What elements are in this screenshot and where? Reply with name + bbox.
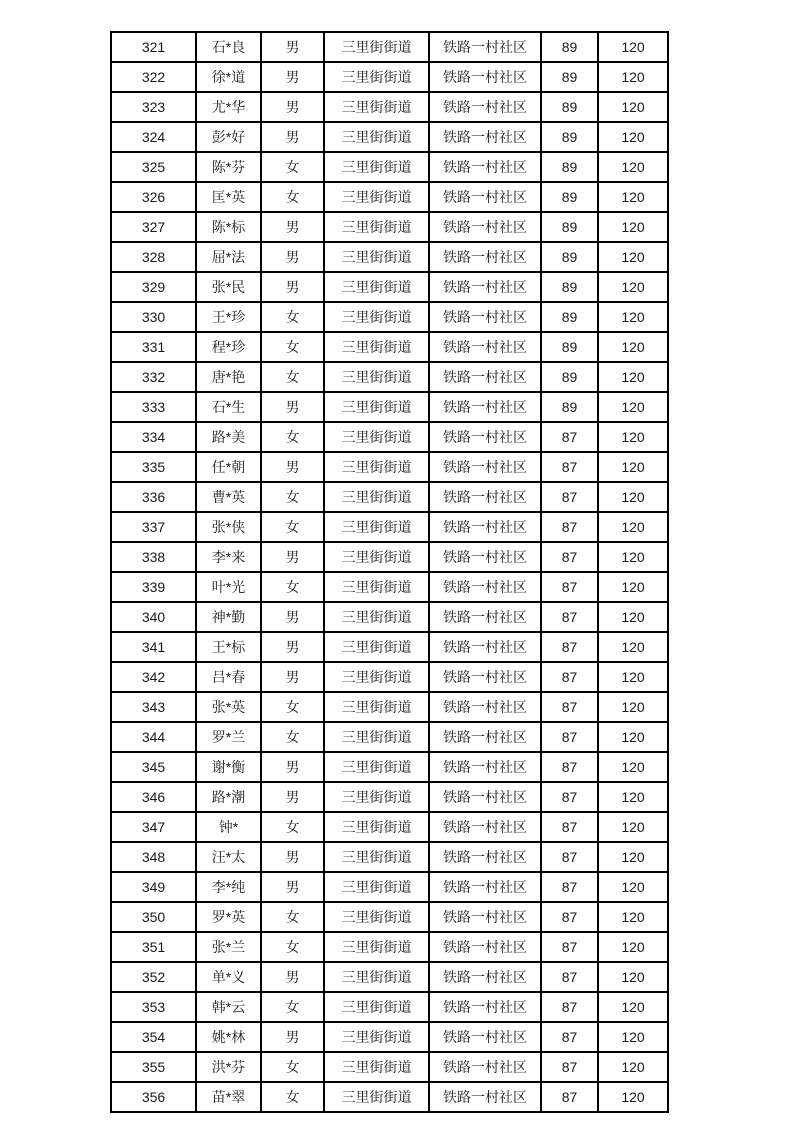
cell-community: 铁路一村社区	[429, 662, 541, 692]
cell-street: 三里街街道	[324, 542, 429, 572]
cell-score: 89	[541, 332, 598, 362]
cell-name: 叶*光	[196, 572, 261, 602]
cell-community: 铁路一村社区	[429, 182, 541, 212]
cell-index: 322	[111, 62, 196, 92]
cell-gender: 女	[261, 302, 324, 332]
cell-name: 张*英	[196, 692, 261, 722]
cell-street: 三里街街道	[324, 32, 429, 62]
cell-name: 曹*英	[196, 482, 261, 512]
cell-community: 铁路一村社区	[429, 272, 541, 302]
cell-total: 120	[598, 722, 668, 752]
cell-total: 120	[598, 92, 668, 122]
cell-gender: 男	[261, 92, 324, 122]
cell-street: 三里街街道	[324, 392, 429, 422]
table-row	[111, 662, 668, 692]
cell-index: 351	[111, 932, 196, 962]
cell-index: 330	[111, 302, 196, 332]
cell-community: 铁路一村社区	[429, 212, 541, 242]
cell-street: 三里街街道	[324, 902, 429, 932]
cell-name: 苗*翠	[196, 1082, 261, 1112]
cell-index: 327	[111, 212, 196, 242]
cell-community: 铁路一村社区	[429, 242, 541, 272]
cell-gender: 女	[261, 422, 324, 452]
cell-gender: 男	[261, 752, 324, 782]
cell-total: 120	[598, 992, 668, 1022]
table-row	[111, 1052, 668, 1082]
cell-name: 石*生	[196, 392, 261, 422]
cell-street: 三里街街道	[324, 752, 429, 782]
cell-community: 铁路一村社区	[429, 542, 541, 572]
table-row	[111, 32, 668, 62]
table-row	[111, 692, 668, 722]
cell-community: 铁路一村社区	[429, 512, 541, 542]
cell-street: 三里街街道	[324, 452, 429, 482]
cell-total: 120	[598, 62, 668, 92]
cell-name: 匡*英	[196, 182, 261, 212]
cell-total: 120	[598, 362, 668, 392]
cell-total: 120	[598, 812, 668, 842]
cell-gender: 女	[261, 332, 324, 362]
cell-gender: 男	[261, 632, 324, 662]
cell-community: 铁路一村社区	[429, 812, 541, 842]
cell-name: 张*兰	[196, 932, 261, 962]
cell-community: 铁路一村社区	[429, 392, 541, 422]
table-row	[111, 872, 668, 902]
roster-table-body	[111, 32, 668, 1112]
cell-gender: 男	[261, 32, 324, 62]
cell-community: 铁路一村社区	[429, 722, 541, 752]
cell-name: 吕*春	[196, 662, 261, 692]
cell-name: 单*义	[196, 962, 261, 992]
cell-community: 铁路一村社区	[429, 602, 541, 632]
table-row	[111, 812, 668, 842]
cell-name: 李*纯	[196, 872, 261, 902]
cell-total: 120	[598, 662, 668, 692]
cell-street: 三里街街道	[324, 572, 429, 602]
cell-street: 三里街街道	[324, 512, 429, 542]
cell-total: 120	[598, 182, 668, 212]
cell-street: 三里街街道	[324, 812, 429, 842]
cell-name: 汪*太	[196, 842, 261, 872]
table-row	[111, 902, 668, 932]
cell-score: 87	[541, 812, 598, 842]
cell-community: 铁路一村社区	[429, 782, 541, 812]
cell-score: 87	[541, 722, 598, 752]
cell-total: 120	[598, 242, 668, 272]
cell-gender: 男	[261, 452, 324, 482]
cell-gender: 女	[261, 572, 324, 602]
cell-index: 334	[111, 422, 196, 452]
cell-community: 铁路一村社区	[429, 62, 541, 92]
cell-street: 三里街街道	[324, 182, 429, 212]
cell-index: 345	[111, 752, 196, 782]
table-row	[111, 452, 668, 482]
cell-street: 三里街街道	[324, 242, 429, 272]
cell-community: 铁路一村社区	[429, 692, 541, 722]
cell-total: 120	[598, 1052, 668, 1082]
table-row	[111, 1082, 668, 1112]
cell-total: 120	[598, 422, 668, 452]
cell-street: 三里街街道	[324, 1022, 429, 1052]
cell-community: 铁路一村社区	[429, 632, 541, 662]
cell-score: 87	[541, 422, 598, 452]
cell-street: 三里街街道	[324, 212, 429, 242]
cell-score: 87	[541, 842, 598, 872]
table-row	[111, 212, 668, 242]
cell-total: 120	[598, 302, 668, 332]
cell-total: 120	[598, 452, 668, 482]
table-row	[111, 512, 668, 542]
cell-name: 张*侠	[196, 512, 261, 542]
cell-gender: 女	[261, 512, 324, 542]
cell-gender: 女	[261, 362, 324, 392]
cell-name: 屈*法	[196, 242, 261, 272]
cell-score: 87	[541, 602, 598, 632]
cell-community: 铁路一村社区	[429, 122, 541, 152]
cell-community: 铁路一村社区	[429, 482, 541, 512]
cell-gender: 女	[261, 152, 324, 182]
cell-name: 程*珍	[196, 332, 261, 362]
cell-street: 三里街街道	[324, 272, 429, 302]
table-row	[111, 752, 668, 782]
cell-total: 120	[598, 902, 668, 932]
table-row	[111, 392, 668, 422]
cell-street: 三里街街道	[324, 662, 429, 692]
cell-community: 铁路一村社区	[429, 152, 541, 182]
cell-gender: 男	[261, 872, 324, 902]
cell-community: 铁路一村社区	[429, 332, 541, 362]
cell-gender: 男	[261, 212, 324, 242]
cell-gender: 男	[261, 62, 324, 92]
cell-score: 87	[541, 692, 598, 722]
cell-name: 尤*华	[196, 92, 261, 122]
cell-total: 120	[598, 752, 668, 782]
cell-index: 329	[111, 272, 196, 302]
cell-index: 337	[111, 512, 196, 542]
cell-score: 87	[541, 512, 598, 542]
cell-index: 346	[111, 782, 196, 812]
cell-index: 353	[111, 992, 196, 1022]
cell-score: 89	[541, 62, 598, 92]
cell-name: 谢*衡	[196, 752, 261, 782]
cell-score: 87	[541, 752, 598, 782]
table-row	[111, 542, 668, 572]
cell-index: 335	[111, 452, 196, 482]
cell-name: 王*标	[196, 632, 261, 662]
cell-name: 唐*艳	[196, 362, 261, 392]
table-row	[111, 962, 668, 992]
cell-gender: 男	[261, 602, 324, 632]
cell-community: 铁路一村社区	[429, 452, 541, 482]
cell-community: 铁路一村社区	[429, 962, 541, 992]
cell-score: 89	[541, 32, 598, 62]
cell-score: 89	[541, 242, 598, 272]
table-row	[111, 842, 668, 872]
cell-community: 铁路一村社区	[429, 872, 541, 902]
table-row	[111, 632, 668, 662]
cell-score: 89	[541, 152, 598, 182]
table-row	[111, 782, 668, 812]
cell-score: 87	[541, 1082, 598, 1112]
cell-total: 120	[598, 602, 668, 632]
table-row	[111, 932, 668, 962]
cell-total: 120	[598, 152, 668, 182]
table-row	[111, 422, 668, 452]
cell-gender: 女	[261, 902, 324, 932]
cell-community: 铁路一村社区	[429, 1022, 541, 1052]
cell-name: 洪*芬	[196, 1052, 261, 1082]
cell-score: 87	[541, 782, 598, 812]
cell-street: 三里街街道	[324, 782, 429, 812]
cell-total: 120	[598, 782, 668, 812]
cell-score: 87	[541, 452, 598, 482]
cell-total: 120	[598, 842, 668, 872]
cell-name: 路*潮	[196, 782, 261, 812]
cell-index: 339	[111, 572, 196, 602]
cell-street: 三里街街道	[324, 152, 429, 182]
cell-total: 120	[598, 872, 668, 902]
cell-total: 120	[598, 632, 668, 662]
cell-score: 89	[541, 182, 598, 212]
cell-gender: 女	[261, 182, 324, 212]
cell-community: 铁路一村社区	[429, 302, 541, 332]
cell-name: 罗*兰	[196, 722, 261, 752]
table-row	[111, 602, 668, 632]
table-row	[111, 242, 668, 272]
cell-street: 三里街街道	[324, 422, 429, 452]
cell-name: 徐*道	[196, 62, 261, 92]
cell-gender: 男	[261, 392, 324, 422]
cell-score: 89	[541, 302, 598, 332]
table-row	[111, 152, 668, 182]
cell-street: 三里街街道	[324, 482, 429, 512]
cell-community: 铁路一村社区	[429, 92, 541, 122]
table-row	[111, 332, 668, 362]
cell-score: 87	[541, 1022, 598, 1052]
cell-street: 三里街街道	[324, 1052, 429, 1082]
cell-gender: 女	[261, 692, 324, 722]
cell-total: 120	[598, 272, 668, 302]
cell-community: 铁路一村社区	[429, 32, 541, 62]
cell-name: 罗*英	[196, 902, 261, 932]
cell-street: 三里街街道	[324, 602, 429, 632]
table-row	[111, 122, 668, 152]
cell-street: 三里街街道	[324, 362, 429, 392]
cell-gender: 女	[261, 1052, 324, 1082]
cell-street: 三里街街道	[324, 92, 429, 122]
cell-score: 87	[541, 932, 598, 962]
table-row	[111, 62, 668, 92]
cell-index: 340	[111, 602, 196, 632]
cell-score: 87	[541, 482, 598, 512]
cell-street: 三里街街道	[324, 302, 429, 332]
cell-total: 120	[598, 212, 668, 242]
cell-score: 87	[541, 542, 598, 572]
cell-index: 355	[111, 1052, 196, 1082]
cell-index: 321	[111, 32, 196, 62]
cell-index: 354	[111, 1022, 196, 1052]
cell-score: 87	[541, 1052, 598, 1082]
cell-gender: 女	[261, 1082, 324, 1112]
cell-community: 铁路一村社区	[429, 902, 541, 932]
cell-score: 89	[541, 212, 598, 242]
cell-index: 343	[111, 692, 196, 722]
cell-street: 三里街街道	[324, 992, 429, 1022]
cell-index: 349	[111, 872, 196, 902]
table-row	[111, 722, 668, 752]
cell-gender: 女	[261, 812, 324, 842]
cell-name: 陈*标	[196, 212, 261, 242]
cell-score: 87	[541, 662, 598, 692]
cell-index: 333	[111, 392, 196, 422]
cell-gender: 男	[261, 782, 324, 812]
cell-score: 89	[541, 392, 598, 422]
cell-total: 120	[598, 542, 668, 572]
cell-total: 120	[598, 332, 668, 362]
cell-gender: 男	[261, 272, 324, 302]
cell-community: 铁路一村社区	[429, 572, 541, 602]
cell-name: 神*勤	[196, 602, 261, 632]
table-row	[111, 572, 668, 602]
cell-total: 120	[598, 482, 668, 512]
cell-street: 三里街街道	[324, 122, 429, 152]
cell-gender: 男	[261, 242, 324, 272]
cell-gender: 女	[261, 992, 324, 1022]
cell-index: 348	[111, 842, 196, 872]
cell-gender: 男	[261, 122, 324, 152]
table-row	[111, 1022, 668, 1052]
cell-index: 326	[111, 182, 196, 212]
cell-name: 姚*林	[196, 1022, 261, 1052]
cell-name: 李*来	[196, 542, 261, 572]
cell-community: 铁路一村社区	[429, 362, 541, 392]
cell-index: 350	[111, 902, 196, 932]
cell-score: 89	[541, 122, 598, 152]
cell-gender: 男	[261, 842, 324, 872]
cell-score: 87	[541, 872, 598, 902]
cell-index: 325	[111, 152, 196, 182]
cell-index: 347	[111, 812, 196, 842]
cell-street: 三里街街道	[324, 692, 429, 722]
cell-name: 石*良	[196, 32, 261, 62]
cell-gender: 男	[261, 662, 324, 692]
cell-score: 87	[541, 962, 598, 992]
cell-community: 铁路一村社区	[429, 422, 541, 452]
cell-gender: 男	[261, 962, 324, 992]
cell-community: 铁路一村社区	[429, 932, 541, 962]
cell-index: 356	[111, 1082, 196, 1112]
cell-gender: 男	[261, 542, 324, 572]
cell-score: 87	[541, 572, 598, 602]
cell-total: 120	[598, 122, 668, 152]
cell-score: 87	[541, 632, 598, 662]
cell-street: 三里街街道	[324, 932, 429, 962]
cell-street: 三里街街道	[324, 842, 429, 872]
cell-street: 三里街街道	[324, 62, 429, 92]
cell-name: 钟*	[196, 812, 261, 842]
table-row	[111, 272, 668, 302]
table-row	[111, 182, 668, 212]
cell-street: 三里街街道	[324, 962, 429, 992]
cell-score: 89	[541, 362, 598, 392]
cell-total: 120	[598, 392, 668, 422]
cell-name: 任*朝	[196, 452, 261, 482]
cell-community: 铁路一村社区	[429, 1082, 541, 1112]
cell-index: 338	[111, 542, 196, 572]
cell-name: 王*珍	[196, 302, 261, 332]
cell-name: 彭*好	[196, 122, 261, 152]
cell-name: 韩*云	[196, 992, 261, 1022]
cell-street: 三里街街道	[324, 332, 429, 362]
table-row	[111, 482, 668, 512]
cell-index: 344	[111, 722, 196, 752]
cell-community: 铁路一村社区	[429, 1052, 541, 1082]
cell-gender: 女	[261, 722, 324, 752]
cell-name: 陈*芬	[196, 152, 261, 182]
cell-index: 324	[111, 122, 196, 152]
cell-index: 332	[111, 362, 196, 392]
cell-street: 三里街街道	[324, 722, 429, 752]
table-row	[111, 992, 668, 1022]
roster-table	[110, 31, 669, 1113]
cell-street: 三里街街道	[324, 1082, 429, 1112]
cell-index: 331	[111, 332, 196, 362]
cell-gender: 女	[261, 482, 324, 512]
table-row	[111, 92, 668, 122]
cell-index: 352	[111, 962, 196, 992]
cell-community: 铁路一村社区	[429, 752, 541, 782]
cell-index: 328	[111, 242, 196, 272]
cell-index: 342	[111, 662, 196, 692]
cell-street: 三里街街道	[324, 872, 429, 902]
cell-score: 89	[541, 92, 598, 122]
cell-index: 323	[111, 92, 196, 122]
cell-street: 三里街街道	[324, 632, 429, 662]
cell-score: 87	[541, 992, 598, 1022]
cell-index: 336	[111, 482, 196, 512]
cell-name: 路*美	[196, 422, 261, 452]
cell-community: 铁路一村社区	[429, 992, 541, 1022]
cell-gender: 男	[261, 1022, 324, 1052]
cell-name: 张*民	[196, 272, 261, 302]
cell-gender: 女	[261, 932, 324, 962]
cell-total: 120	[598, 512, 668, 542]
cell-total: 120	[598, 1082, 668, 1112]
cell-total: 120	[598, 962, 668, 992]
cell-score: 89	[541, 272, 598, 302]
cell-community: 铁路一村社区	[429, 842, 541, 872]
table-row	[111, 302, 668, 332]
table-row	[111, 362, 668, 392]
cell-total: 120	[598, 32, 668, 62]
cell-total: 120	[598, 932, 668, 962]
cell-total: 120	[598, 1022, 668, 1052]
cell-score: 87	[541, 902, 598, 932]
cell-index: 341	[111, 632, 196, 662]
cell-total: 120	[598, 692, 668, 722]
cell-total: 120	[598, 572, 668, 602]
